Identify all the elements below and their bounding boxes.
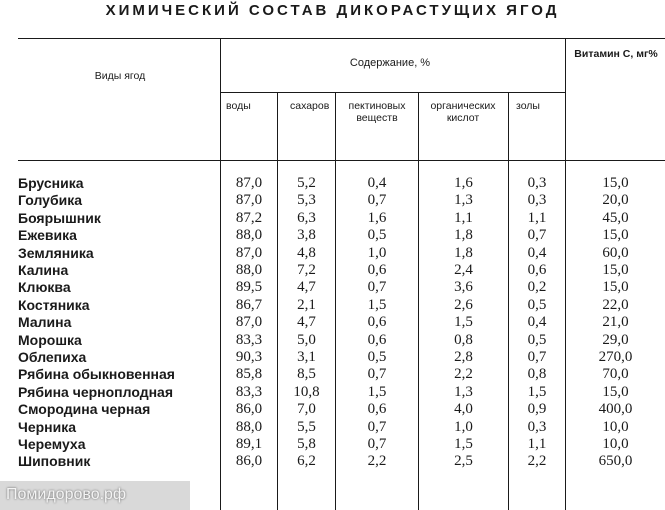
watermark-text: Помидорово.рф: [6, 486, 127, 503]
cell-sugars: 6,3: [297, 209, 316, 226]
berry-name: Ежевика: [18, 227, 77, 244]
cell-pectin: 0,5: [367, 349, 387, 365]
cell-ash: 0,6: [527, 262, 547, 278]
berry-name: Облепиха: [18, 349, 87, 365]
cell-sugars: 4,8: [297, 244, 316, 261]
cell-sugars: 5,3: [297, 192, 316, 209]
cell-sugars: 5,2: [297, 175, 316, 191]
cell-sugars: 10,8: [293, 383, 320, 400]
cell-acids: 1,8: [454, 244, 473, 261]
cell-ash: 2,2: [527, 453, 547, 470]
cell-acids: 1,5: [454, 436, 473, 452]
header-species: Виды ягод: [94, 70, 146, 82]
cell-pectin: 1,5: [367, 383, 387, 400]
cell-pectin: 2,2: [367, 453, 387, 470]
cell-sugars: 6,2: [297, 453, 316, 470]
cell-vitc: 20,0: [602, 192, 629, 209]
cell-acids: 1,5: [454, 314, 473, 331]
cell-sugars: 2,1: [297, 296, 316, 313]
cell-sugars: 5,5: [297, 418, 316, 435]
cell-pectin: 0,7: [367, 279, 387, 296]
cell-vitc: 29,0: [602, 331, 629, 348]
cell-acids: 2,2: [454, 366, 473, 383]
cell-sugars: 4,7: [297, 279, 316, 296]
cell-water: 87,0: [235, 314, 263, 331]
cell-pectin: 0,6: [367, 401, 387, 418]
berry-name: Рябина черноплодная: [18, 383, 174, 400]
cell-ash: 1,1: [527, 209, 547, 226]
cell-acids: 2,5: [454, 453, 473, 470]
cell-pectin: 1,5: [367, 296, 387, 313]
cell-water: 88,0: [235, 418, 263, 435]
cell-ash: 1,1: [527, 436, 547, 452]
cell-sugars: 5,8: [297, 436, 316, 452]
cell-sugars: 3,8: [297, 227, 316, 244]
cell-water: 87,2: [235, 209, 263, 226]
berry-name: Морошка: [18, 331, 82, 348]
cell-ash: 0,2: [527, 279, 547, 296]
cell-water: 85,8: [235, 366, 263, 383]
cell-vitc: 400,0: [598, 401, 633, 418]
header-sugars: сахаров: [290, 100, 330, 112]
cell-water: 86,0: [235, 401, 263, 418]
berry-name: Смородина черная: [18, 401, 151, 418]
cell-water: 83,3: [235, 331, 263, 348]
cell-water: 89,1: [235, 436, 263, 452]
cell-vitc: 70,0: [602, 366, 629, 383]
cell-acids: 1,8: [454, 227, 473, 244]
cell-ash: 1,5: [527, 383, 547, 400]
berry-name: Боярышник: [18, 209, 101, 226]
cell-ash: 0,5: [527, 331, 547, 348]
cell-pectin: 0,7: [367, 436, 387, 452]
berry-name: Черемуха: [18, 436, 86, 452]
cell-ash: 0,3: [527, 418, 547, 435]
cell-pectin: 0,7: [367, 418, 387, 435]
cell-water: 88,0: [235, 262, 263, 278]
cell-vitc: 21,0: [602, 314, 629, 331]
cell-acids: 1,3: [454, 192, 473, 209]
header-content: Содержание, %: [349, 57, 431, 69]
content-subheader-rule: [221, 92, 565, 93]
cell-sugars: 7,0: [297, 401, 316, 418]
cell-water: 86,0: [235, 453, 263, 470]
cell-acids: 1,1: [454, 209, 473, 226]
table-title: ХИМИЧЕСКИЙ СОСТАВ ДИКОРАСТУЩИХ ЯГОД: [105, 2, 560, 19]
cell-acids: 2,6: [454, 296, 473, 313]
cell-ash: 0,7: [527, 227, 547, 244]
cell-ash: 0,5: [527, 296, 547, 313]
cell-pectin: 1,6: [367, 209, 387, 226]
berry-name: Брусника: [18, 175, 84, 191]
cell-pectin: 0,7: [367, 366, 387, 383]
cell-sugars: 5,0: [297, 331, 316, 348]
cell-vitc: 10,0: [602, 418, 629, 435]
table-top-rule: [18, 38, 665, 39]
header-vitamin-c: Витамин С, мг%: [574, 48, 658, 60]
cell-vitc: 650,0: [598, 453, 633, 470]
cell-water: 87,0: [235, 192, 263, 209]
cell-ash: 0,9: [527, 401, 547, 418]
cell-ash: 0,4: [527, 314, 547, 331]
cell-vitc: 270,0: [598, 349, 633, 365]
cell-vitc: 60,0: [602, 244, 629, 261]
cell-pectin: 0,5: [367, 227, 387, 244]
cell-acids: 2,8: [454, 349, 473, 365]
cell-acids: 3,6: [454, 279, 473, 296]
cell-sugars: 3,1: [297, 349, 316, 365]
cell-vitc: 15,0: [602, 279, 629, 296]
cell-pectin: 0,4: [367, 175, 387, 191]
cell-acids: 1,0: [454, 418, 473, 435]
cell-water: 87,0: [235, 244, 263, 261]
cell-ash: 0,4: [527, 244, 547, 261]
cell-vitc: 15,0: [602, 175, 629, 191]
cell-water: 89,5: [235, 279, 263, 296]
cell-vitc: 45,0: [602, 209, 629, 226]
cell-acids: 0,8: [454, 331, 473, 348]
berry-name: Клюква: [18, 279, 71, 296]
cell-acids: 1,6: [454, 175, 473, 191]
cell-pectin: 0,7: [367, 192, 387, 209]
cell-pectin: 1,0: [367, 244, 387, 261]
cell-acids: 2,4: [454, 262, 473, 278]
cell-ash: 0,7: [527, 349, 547, 365]
cell-sugars: 8,5: [297, 366, 316, 383]
header-water: воды: [226, 100, 251, 112]
cell-vitc: 15,0: [602, 262, 629, 278]
header-acids: органических кислот: [430, 100, 496, 124]
cell-pectin: 0,6: [367, 314, 387, 331]
cell-water: 86,7: [235, 296, 263, 313]
watermark: [0, 481, 190, 510]
cell-water: 87,0: [235, 175, 263, 191]
cell-acids: 4,0: [454, 401, 473, 418]
cell-pectin: 0,6: [367, 262, 387, 278]
cell-vitc: 15,0: [602, 227, 629, 244]
cell-acids: 1,3: [454, 383, 473, 400]
cell-water: 88,0: [235, 227, 263, 244]
berry-name: Черника: [18, 418, 77, 435]
berry-name: Калина: [18, 262, 69, 278]
cell-vitc: 10,0: [602, 436, 629, 452]
cell-water: 90,3: [235, 349, 263, 365]
berry-name: Земляника: [18, 244, 94, 261]
cell-sugars: 4,7: [297, 314, 316, 331]
header-pectin: пектиновых веществ: [348, 100, 406, 124]
berry-name: Малина: [18, 314, 72, 331]
berry-name: Голубика: [18, 192, 82, 209]
cell-water: 83,3: [235, 383, 263, 400]
berry-name: Шиповник: [18, 453, 91, 470]
cell-ash: 0,3: [527, 175, 547, 191]
header-ash: золы: [516, 100, 540, 112]
berry-name: Рябина обыкновенная: [18, 366, 175, 383]
cell-vitc: 22,0: [602, 296, 629, 313]
cell-ash: 0,8: [527, 366, 547, 383]
cell-pectin: 0,6: [367, 331, 387, 348]
cell-ash: 0,3: [527, 192, 547, 209]
cell-sugars: 7,2: [297, 262, 316, 278]
header-bottom-rule: [18, 160, 665, 161]
berry-name: Костяника: [18, 296, 90, 313]
cell-vitc: 15,0: [602, 383, 629, 400]
